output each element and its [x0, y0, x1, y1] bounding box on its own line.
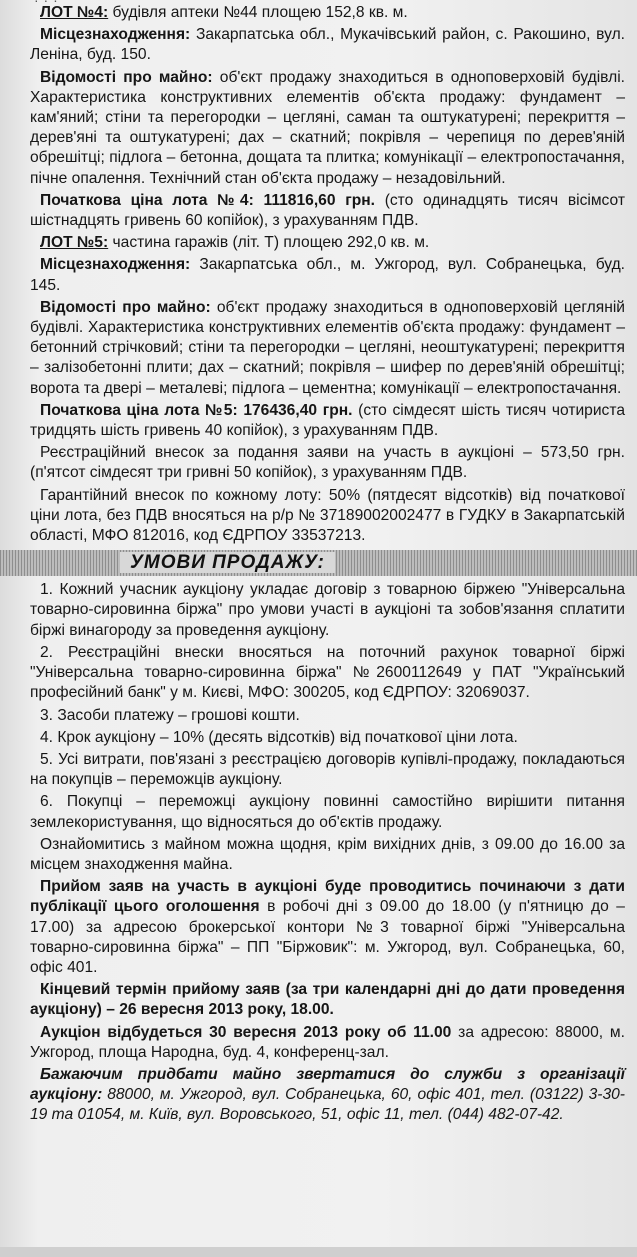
contact-info	[30, 1065, 625, 1126]
lot4-price-line	[30, 191, 625, 231]
lot4-info: об'єкт продажу знаходиться в одноповерховій будівлі. Характеристика конструктивних елементів об'єкта продажу: фундамент – кам'яний; стіни та перегородки – цегляні, саман та оштукатурені; перекриття – дерев'яні та оштукатурені; дах – скатний; покрівля – черепиця по дерев'яній обрешітці; підлога – бетонна, дощата та плитка; комунікації – електропостачання, пічне опалення. Технічний стан об'єкта продажу – незадовільний.	[30, 68, 625, 187]
auction-info	[30, 1023, 625, 1063]
bottom-edge	[0, 1247, 637, 1257]
lot5-title-line	[30, 233, 625, 253]
lot4-location: Закарпатська обл., Мукачівський район, с. Ракошино, вул. Леніна, буд. 150.	[30, 26, 625, 64]
condition-item: 4. Крок аукціону – 10% (десять відсотків) від початкової ціни лота.	[40, 728, 518, 746]
lot5-info: об'єкт продажу знаходиться в одноповерховій цегляній будівлі. Характеристика конструктивних елементів об'єкта продажу: фундамент – бетонний стрічковий; стіни та перегородки – цегляні, неоштукатурені; перекриття – залізобетонні плити; дах – скатний; покрівля – шифер по дерев'яній обрешітці; ворота та двері – металеві; підлога – цементна; комунікації – електропостачання.	[30, 298, 626, 397]
contact-text: 88000, м. Ужгород, вул. Собранецька, 60, офіс 401, тел. (03122) 3-30-19 та 01054, м. Київ, вул. Воровського, 51, офіс 11, тел. (044) 482-07-42.	[30, 1086, 625, 1124]
lot4-price-text: (сто одинадцять тисяч вісімсот шістнадцять гривень 60 копійок), з урахуванням ПДВ.	[30, 191, 626, 230]
lot5-title: ЛОТ №5:	[40, 234, 109, 252]
lot5-desc: частина гаражів (літ. Т) площею 292,0 кв. м.	[108, 234, 430, 252]
lot4-info-label: Відомості про майно:	[40, 68, 213, 86]
lot4-title: ЛОТ №4:	[40, 4, 109, 21]
condition-item: 3. Засоби платежу – грошові кошти.	[40, 706, 300, 724]
lot5-price-text: (сто сімдесят шість тисяч чотириста тридцять шість гривень 40 копійок), з урахуванням ПДВ.	[30, 401, 625, 440]
applications-bold: Прийом заяв на участь в аукціоні буде проводитись починаючи з дати публікації цього оголошення	[30, 878, 625, 916]
deadline-info	[30, 980, 625, 1020]
viewing-info: Ознайомитись з майном можна щодня, крім вихідних днів, з 09.00 до 16.00 за місцем знаходження майна.	[30, 835, 625, 873]
lot5-price-line	[30, 401, 625, 441]
lot5-location: Закарпатська обл., м. Ужгород, вул. Собранецька, буд. 145.	[30, 256, 625, 294]
registration-fee: Реєстраційний внесок за подання заяви на участь в аукціоні – 573,50 грн. (п'ятсот сімдесят три гривні 50 копійок), з урахуванням ПДВ.	[30, 444, 625, 482]
applications-text: в робочі дні з 09.00 до 18.00 (у п'ятницю до – 17.00) за адресою брокерської контори №3 товарної біржі "Універсальна товарно-сировинна біржа" – ПП "Біржовик": м. Ужгород, вул. Собранецька, 60, офіс 401.	[30, 898, 625, 976]
lot5-location-line	[30, 255, 625, 295]
lot4-price-label: Початкова ціна лота №4: 111816,60 грн.	[40, 191, 375, 209]
lot4-info-line	[30, 68, 625, 189]
conditions-heading-text: УМОВИ ПРОДАЖУ:	[120, 552, 335, 573]
contact-bold: Бажаючим придбати майно звертатися до служби з організації аукціону:	[30, 1065, 625, 1104]
lot4-location-line	[30, 25, 625, 65]
deadline-text: Кінцевий термін прийому заяв (за три календарні дні до дати проведення аукціону) – 26 вересня 2013 року, 18.00.	[30, 981, 625, 1019]
lot5-info-label: Відомості про майно:	[40, 298, 211, 316]
top-fragment: · · ·	[34, 0, 59, 8]
condition-item: 2. Реєстраційні внески вносяться на поточний рахунок товарної біржі "Універсальна товарно-сировинна біржа" №2600112649 у ПАТ "Український професійний банк" у м. Києві, МФО: 300205, код ЄДРПОУ: 32069037.	[30, 643, 625, 702]
condition-item: 6. Покупці – переможці аукціону повинні самостійно вирішити питання землекористування, що відносяться до об'єктів продажу.	[30, 793, 625, 831]
condition-item: 5. Усі витрати, пов'язані з реєстрацією договорів купівлі-продажу, покладаються на покупців – переможців аукціону.	[30, 750, 625, 789]
auction-text: за адресою: 88000, м. Ужгород, площа Народна, буд. 4, конференц-зал.	[30, 1023, 625, 1061]
conditions-heading	[0, 550, 637, 576]
lot4-title-line	[30, 3, 625, 23]
lot5-price-label: Початкова ціна лота №5: 176436,40 грн.	[40, 401, 353, 419]
lot5-info-line	[30, 298, 625, 399]
auction-bold: Аукціон відбудеться 30 вересня 2013 року об 11.00	[40, 1023, 452, 1041]
lot4-location-label: Місцезнаходження:	[40, 26, 191, 44]
lot4-desc: будівля аптеки №44 площею 152,8 кв. м.	[108, 4, 408, 21]
guarantee-fee: Гарантійний внесок по кожному лоту: 50% (пятдесят відсотків) від початкової ціни лота, без ПДВ вносяться на р/р № 37189002002477 в ГУДКУ в Закарпатській області, МФО 812016, код ЄДРПОУ 33537213.	[30, 486, 625, 545]
condition-item: 1. Кожний учасник аукціону укладає договір з товарною біржею "Універсальна товарно-сировинна біржа" про умови участі в аукціоні та зобов'язання сплатити біржі винагороду за проведення аукціону.	[30, 581, 625, 639]
lot5-location-label: Місцезнаходження:	[40, 256, 191, 274]
applications-info	[30, 877, 625, 978]
